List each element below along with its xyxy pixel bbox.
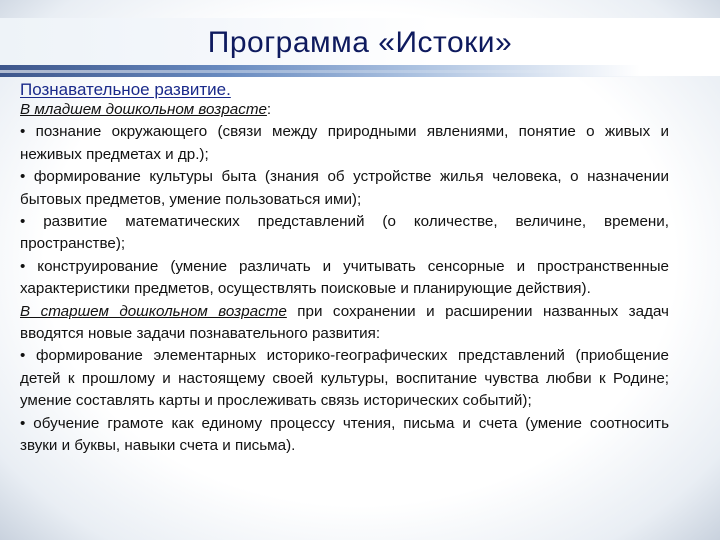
junior-item: • конструирование (умение различать и учитывать сенсорные и пространственные характеристики предметов, осуществлять поисковые и планирующие действия).: [20, 257, 669, 298]
slide-body: [20, 99, 669, 458]
page-title: Программа «Истоки»: [207, 26, 513, 59]
senior-item: • формирование элементарных историко-географических представлений (приобщение детей к прошлому и настоящему своей культуры, воспитание чувства любви к Родине; умение составлять карты и прослеживать связь исторических событий);: [20, 347, 669, 410]
senior-heading-line: [20, 301, 669, 346]
junior-heading-tail: :: [266, 101, 272, 118]
section-subtitle: Познавательное развитие.: [20, 80, 231, 99]
senior-age-heading: В старшем дошкольном возрасте: [20, 302, 287, 320]
junior-item: • познание окружающего (связи между природными явлениями, понятие о живых и неживых предметах и др.);: [20, 123, 669, 163]
title-divider-highlight: [0, 70, 620, 73]
senior-heading-tail: при сохранении и расширении названных задач вводятся новые задачи познавательного развития:: [20, 302, 669, 343]
senior-item: • обучение грамоте как единому процессу чтения, письма и счета (умение соотносить звуки и буквы, навыки счета и письма).: [20, 414, 669, 455]
junior-heading-line: [20, 99, 669, 121]
junior-item: • развитие математических представлений (о количестве, величине, времени, пространстве);: [20, 213, 669, 253]
junior-age-heading: В младшем дошкольном возрасте: [20, 101, 267, 118]
junior-item: • формирование культуры быта (знания об устройстве жилья человека, о назначении бытовых предметов, умение пользоваться ими);: [20, 168, 669, 208]
